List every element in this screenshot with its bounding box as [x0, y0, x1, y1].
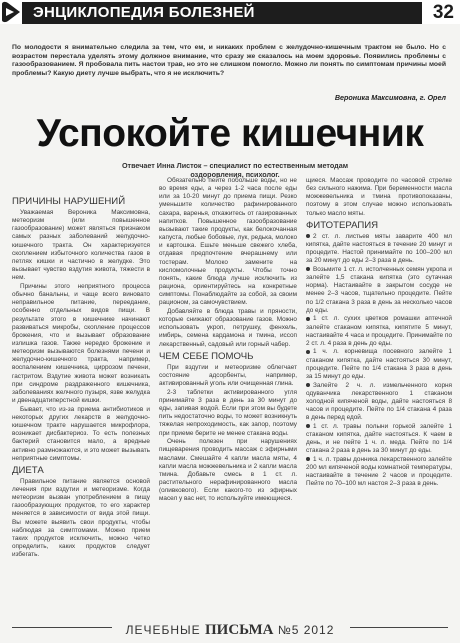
reader-letter: По молодости я внимательно следила за тем, что ем, и никаких проблем с желудочно-кишечным трактом не было. Но с возрастом перестала уделять этому должное внимание, что сразу же сказалось на моем здоровье. Появились проблемы с газообразованием. Я пробовала пить настои трав, но это не слишком помогло. Можно ли понять по симптомам причины моей проблемы? Какую диету лучше выбрать, что я не исключить?	[12, 44, 446, 77]
list-item: 1 ст. л. сухих цветков ромашки аптечной залейте стаканом кипятка, кипятите 5 минут, настаивайте 4 часа и процедите. Принимайте по 2 ст. л. 4 раза в день до еды.	[306, 315, 452, 347]
paragraph: Очень полезен при нарушениях пищеварения проводить массаж с эфирными маслами. Смешайте 4 капли масла мяты, 4 капли масла можжевельника и 2 капли масла тмина. Добавьте смесь в 1 ст. л. растительного нерафинированного масла (оливкового). Если какого-то из эфирных масел у вас нет, то используйте имеющиеся.	[159, 438, 297, 503]
list-item: Залейте 2 ч. л. измельченного корня одуванчика лекарственного 1 стаканом холодной кипяченой воды, дайте настояться 8 часов и процедите. Пейте по 1/4 стакана 4 раза в день перед едой.	[306, 381, 452, 422]
author-line: Отвечает Инна Листок – специалист по естественным методам оздоровления, психолог.	[121, 161, 349, 179]
paragraph: Добавляйте в блюда травы и пряности, которые снижают образование газов. Можно использовать укроп, петрушку, фенхель, имбирь, семена кардамона и тмина, иссоп лекарственный, садовый или горный чабер.	[159, 308, 297, 348]
bullet-icon	[306, 350, 310, 354]
paragraph: 2-3 таблетки активированного угля принимайте 3 раза в день за 30 минут до еды, запивая водой. Если при этом вы будете пить недостаточно воды, то может возникнуть тяжелая непроходимость, как запор, поэтому при приеме берите не менее стакана воды.	[159, 388, 297, 437]
list-item: 1 ст. л. травы полыни горькой залейте 1 стаканом кипятка, дайте настояться. К чаем в день, и не пейте 1 ч. л. меда. Пейте по 1/4 стакана 2 раза в день за 30 минут до еды.	[306, 422, 452, 455]
column-1	[12, 194, 150, 560]
section-heading-self-help: ЧЕМ СЕБЕ ПОМОЧЬ	[159, 350, 254, 362]
list-item: 2 ст. л. листьев мяты заварите 400 мл кипятка, дайте настояться в течение 20 минут и процедите. Настой принимайте по 100–200 мл за 20 минут до еды 2–3 раза в день.	[306, 232, 452, 265]
column-2	[159, 177, 297, 504]
paragraph: Обязательно пейте побольше воды, но не во время еды, а через 1-2 часа после еды или за 10-20 минут до приема пищи. Резко уменьшите количество рафинированного сахара, варенья, откажитесь от газированных напитков. Повышенное газообразование вызывают такие продукты, как белокочанная капуста, любые бобовые, лук, редька, молоко и картошка. Ешьте меньше свежего хлеба, отдавая предпочтение вчерашнему или тостерам. Молоко замените на кисломолочные продукты. Чтобы точно понять, какие блюда лучше исключить из рациона, ориентируйтесь на конкретные симптомы. Понаблюдайте за собой, за своим рационом, за самочувствием.	[159, 177, 297, 307]
section-heading-phytotherapy: ФИТОТЕРАПИЯ	[306, 219, 379, 231]
list-item: 1 ч. л. корневища посевного залейте 1 стаканом кипятка, дайте настояться 30 минут, процедите. Пейте по 1/4 стакана 3 раза в день за 15 минут до еды.	[306, 348, 452, 380]
section-title: ЭНЦИКЛОПЕДИЯ БОЛЕЗНЕЙ	[33, 4, 255, 21]
footer	[0, 622, 460, 639]
footer-brand: ПИСЬМА	[205, 622, 274, 638]
section-heading-causes: ПРИЧИНЫ НАРУШЕНИЙ	[12, 196, 126, 207]
list-item: Возьмите 1 ст. л. истолченных семян укропа и залейте 1,5 стакана кипятка (это сутачная норма). Настаивайте в закрытом сосуде не менее 2–3 часов, тщательно процедите. Пейте по 1/2 стакана 3 раза в день за несколько часов до еды.	[306, 265, 452, 314]
paragraph: Правильное питание является основой лечения при вздутии и метеоризме. Когда метеоризм вызван употреблением в пищу газообразующих продуктов, то его характер меняется в зависимости от вида этой пищи. Вы можете выявить свои продукты, чтобы наблюдая за симптомами. Можно прием таких продуктов исключить, можно четко определить, каких продуктов следует избегать.	[12, 477, 150, 559]
footer-issue: №5 2012	[277, 623, 335, 637]
list-item: 1 ч. л. травы донника лекарственного залейте 200 мл кипяченой воды комнатной температуры, настаивайте в течение 2 часов и процедите. Пейте по 70–100 мл настоя 2–3 раза в день.	[306, 456, 452, 488]
paragraph: Бывает, что из-за приема антибиотиков и некоторых других лекарств в желудочно-кишечном тракте нарушается микрофлора, возникает дисбактериоз. То есть полезных бактерий становится мало, а вредные активно размножаются, и это может вызывать неприятные симптомы.	[12, 405, 150, 462]
bullet-icon	[306, 424, 310, 428]
page-number: 32	[432, 2, 454, 23]
paragraph: При вздутии и метеоризме облегчает состояние адсорбенты, например, активированный уголь или очищенная глина.	[159, 363, 297, 388]
section-mark-icon	[0, 0, 22, 24]
paragraph: Причины этого неприятного процесса обычно банальны, и чаще всего виновато неправильное питание, переедание, особенно отдельных видов пищи. В результате этого в кишечнике начинают развиваться микробы, скопление процессов брожения, что и вызывает образование излишка газов. Также нередко брожение и метеоризм вызываются болезнями печени и желудочно-кишечного тракта, например, воспалением кишечника, циррозом печени, гастритом. Вздутие живота может возникать при синдроме раздраженного кишечника, заболеваниях желчного пузыря, язве желудка и двенадцатиперстной кишки.	[12, 282, 150, 405]
bullet-icon	[306, 383, 310, 387]
bullet-icon	[306, 234, 310, 238]
paragraph: щиеся. Массаж проводите по часовой стрелке без сильного нажима. При беременности масла можжевельника и тмина противопоказаны, поэтому в этом случае можно использовать только масло мяты.	[306, 177, 452, 217]
article-title: Успокойте кишечник	[36, 112, 424, 155]
paragraph: Уважаемая Вероника Максимовна, метеоризм (или повышенное газообразование) может являться признаком самых разных заболеваний желудочно-кишечного тракта. Он характеризуется скоплением избыточного количества газов в петлях кишки и частично в желудке. Это вызывает чувство вздутия живота, тяжести в нем.	[12, 209, 150, 282]
section-heading-diet: ДИЕТА	[12, 464, 44, 476]
letter-signature: Вероника Максимовна, г. Орел	[334, 93, 446, 102]
bullet-icon	[306, 317, 310, 321]
column-3	[306, 177, 452, 489]
page-header	[0, 0, 460, 24]
footer-publication: ЛЕЧЕБНЫЕ	[125, 623, 201, 637]
bullet-icon	[306, 267, 310, 271]
bullet-icon	[306, 457, 310, 461]
